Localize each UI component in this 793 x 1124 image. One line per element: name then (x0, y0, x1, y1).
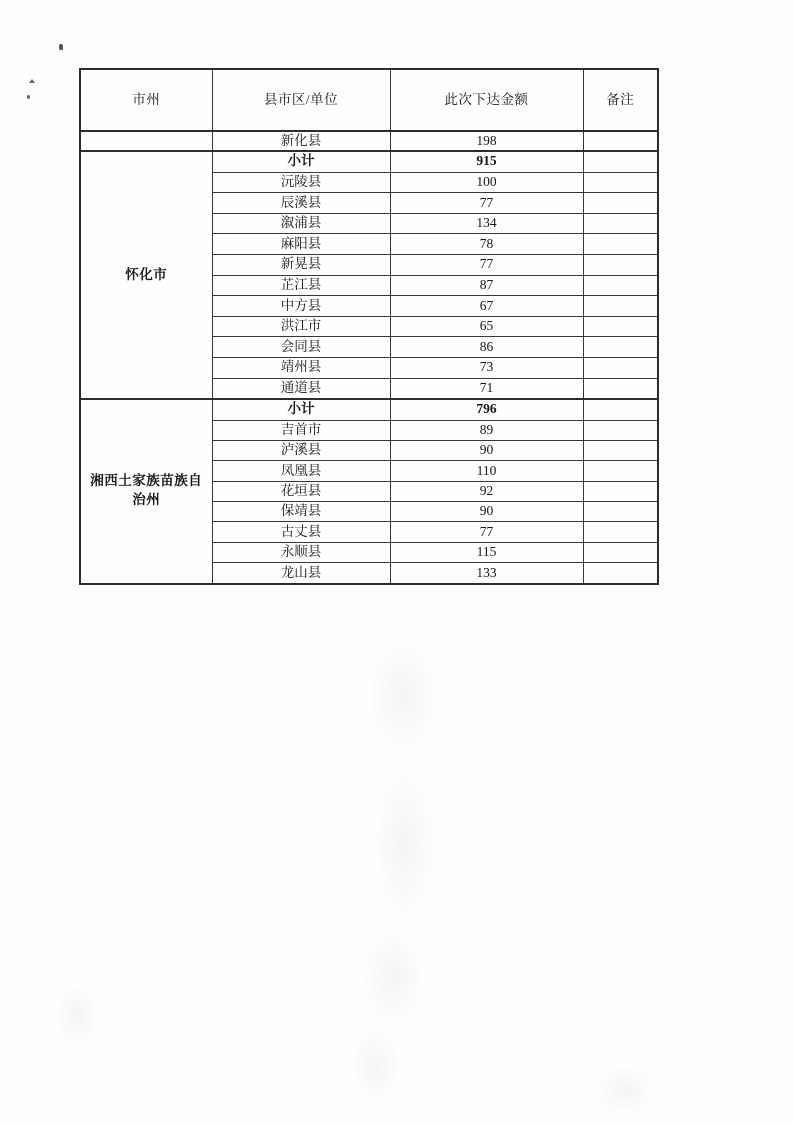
scan-speck (59, 44, 63, 50)
note-cell (583, 316, 658, 337)
unit-cell: 芷江县 (212, 275, 390, 296)
unit-cell: 吉首市 (212, 420, 390, 440)
city-cell: 怀化市 (80, 151, 212, 399)
amount-cell: 67 (390, 296, 583, 317)
amount-cell: 71 (390, 378, 583, 399)
amount-cell: 86 (390, 337, 583, 358)
unit-cell: 麻阳县 (212, 234, 390, 255)
table-row (80, 151, 658, 172)
note-cell (583, 542, 658, 562)
scan-smudge (375, 770, 435, 920)
note-cell (583, 296, 658, 317)
scan-smudge (55, 985, 100, 1045)
note-cell (583, 378, 658, 399)
amount-cell: 134 (390, 213, 583, 234)
unit-cell: 保靖县 (212, 502, 390, 522)
amount-cell: 73 (390, 357, 583, 378)
unit-cell: 洪江市 (212, 316, 390, 337)
amount-cell: 89 (390, 420, 583, 440)
header-row (80, 69, 658, 131)
note-cell (583, 399, 658, 420)
amount-cell: 100 (390, 172, 583, 193)
note-cell (583, 502, 658, 522)
unit-cell: 凤凰县 (212, 461, 390, 481)
note-cell (583, 275, 658, 296)
unit-cell: 溆浦县 (212, 213, 390, 234)
amount-cell: 77 (390, 254, 583, 275)
scan-smudge (352, 1030, 400, 1100)
amount-cell: 65 (390, 316, 583, 337)
header-city: 市州 (80, 69, 212, 131)
amount-cell: 115 (390, 542, 583, 562)
unit-cell: 小计 (212, 399, 390, 420)
scan-smudge (362, 930, 424, 1025)
note-cell (583, 563, 658, 584)
unit-cell: 中方县 (212, 296, 390, 317)
note-cell (583, 234, 658, 255)
unit-cell: 龙山县 (212, 563, 390, 584)
amount-cell: 77 (390, 522, 583, 542)
note-cell (583, 440, 658, 460)
note-cell (583, 522, 658, 542)
note-cell (583, 357, 658, 378)
unit-cell: 辰溪县 (212, 193, 390, 214)
unit-cell: 新晃县 (212, 254, 390, 275)
amount-cell: 78 (390, 234, 583, 255)
note-cell (583, 172, 658, 193)
unit-cell: 花垣县 (212, 481, 390, 501)
amount-cell: 133 (390, 563, 583, 584)
amount-cell: 90 (390, 440, 583, 460)
scan-speck (29, 79, 35, 83)
unit-cell: 沅陵县 (212, 172, 390, 193)
scan-smudge (595, 1065, 655, 1115)
allocation-table (79, 68, 659, 585)
unit-cell: 永顺县 (212, 542, 390, 562)
note-cell (583, 193, 658, 214)
unit-cell: 靖州县 (212, 357, 390, 378)
scan-smudge (368, 640, 438, 750)
city-cell: 湘西土家族苗族自治州 (80, 399, 212, 584)
amount-cell: 915 (390, 151, 583, 172)
amount-cell: 92 (390, 481, 583, 501)
unit-cell: 古丈县 (212, 522, 390, 542)
amount-cell: 87 (390, 275, 583, 296)
scan-speck (27, 95, 30, 99)
note-cell (583, 420, 658, 440)
header-amount: 此次下达金额 (390, 69, 583, 131)
note-cell (583, 151, 658, 172)
note-cell (583, 131, 658, 151)
amount-cell: 77 (390, 193, 583, 214)
unit-cell: 新化县 (212, 131, 390, 151)
header-unit: 县市区/单位 (212, 69, 390, 131)
note-cell (583, 461, 658, 481)
amount-cell: 198 (390, 131, 583, 151)
unit-cell: 会同县 (212, 337, 390, 358)
unit-cell: 泸溪县 (212, 440, 390, 460)
table-row (80, 399, 658, 420)
amount-cell: 796 (390, 399, 583, 420)
note-cell (583, 481, 658, 501)
header-note: 备注 (583, 69, 658, 131)
amount-cell: 110 (390, 461, 583, 481)
city-cell (80, 131, 212, 151)
table-body (80, 131, 658, 584)
unit-cell: 小计 (212, 151, 390, 172)
note-cell (583, 213, 658, 234)
unit-cell: 通道县 (212, 378, 390, 399)
table-row (80, 131, 658, 151)
amount-cell: 90 (390, 502, 583, 522)
note-cell (583, 337, 658, 358)
note-cell (583, 254, 658, 275)
